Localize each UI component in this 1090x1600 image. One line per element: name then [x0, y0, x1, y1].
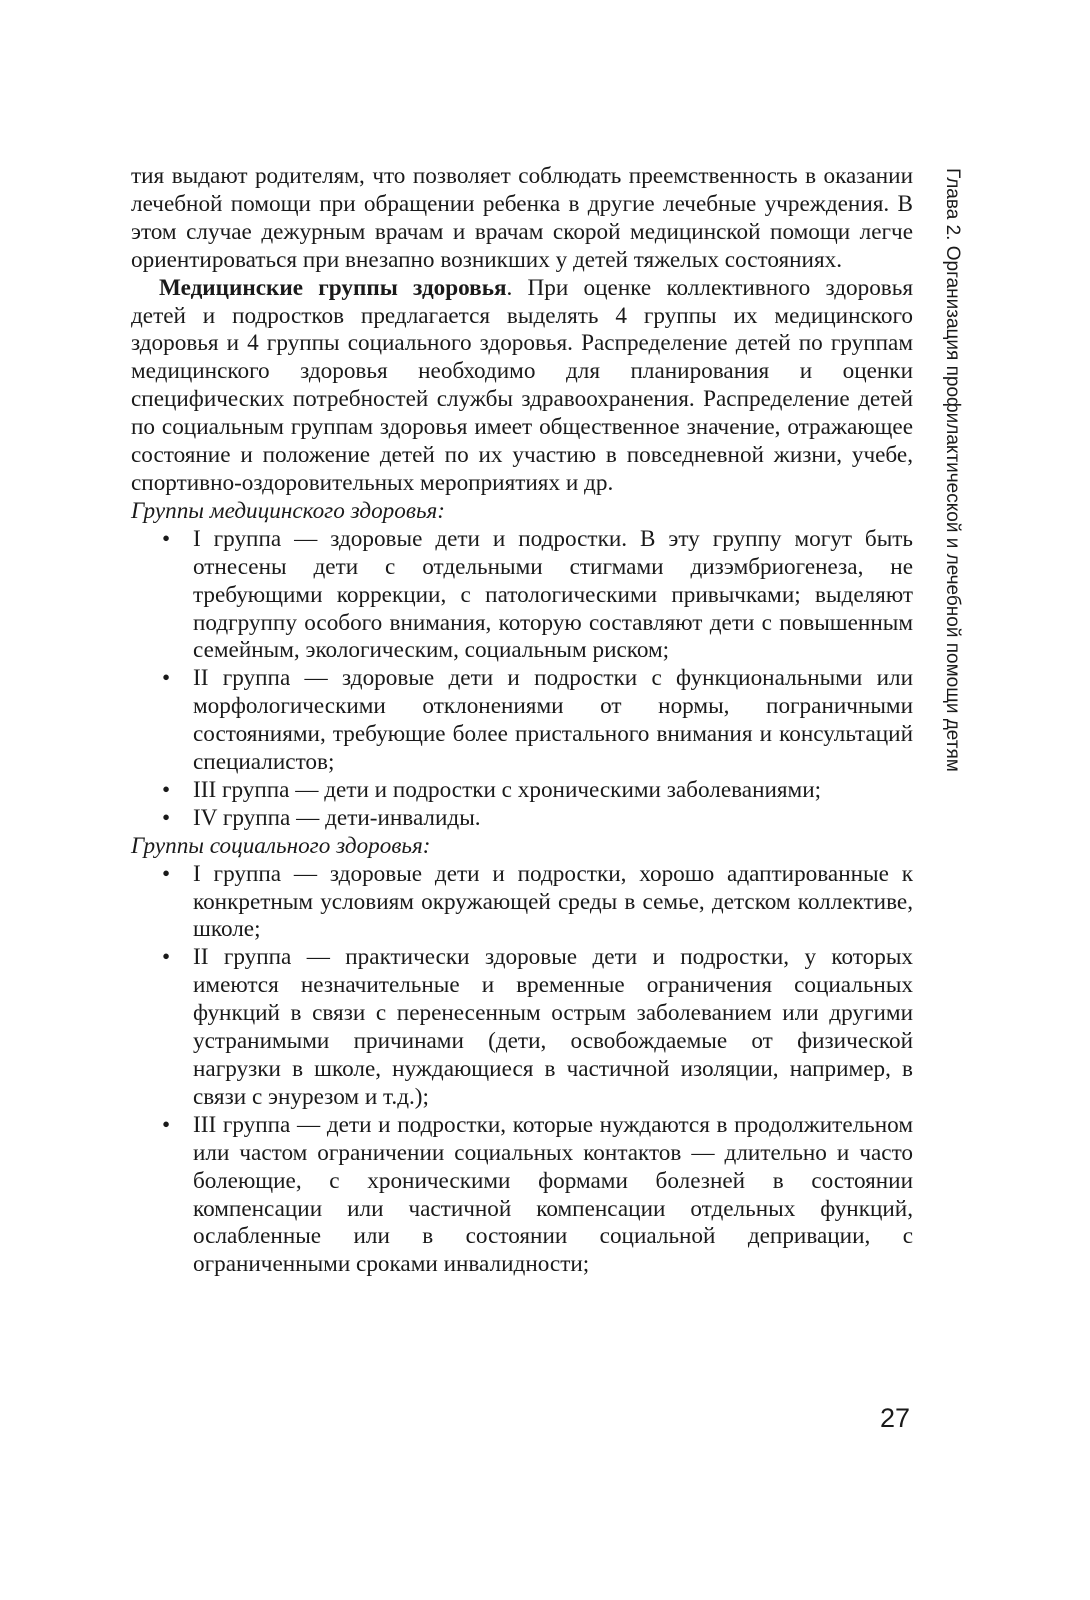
list-item-text: I группа — здоровые дети и подростки. В эту группу могут быть отнесены дети с отдельными стигмами дизэмбриогенеза, не требующими коррекции, с патологическими привычками; выделяют подгруппу особого внимания, которую составляют дети с повышенным семейным, экологическим, социальным риском; — [193, 525, 913, 664]
bullet-icon: • — [161, 776, 171, 803]
list-item — [131, 805, 913, 833]
bullet-icon: • — [161, 665, 171, 692]
list-item — [131, 665, 913, 777]
list-item-text: III группа — дети и подростки, которые нуждаются в продолжительном или частом ограничении социальных контактов — длительно и часто болеющие, с хроническими формами болезней в состоянии компенсации или частичной компенсации отдельных функций, ослабленные или в состоянии социальной депривации, с ограниченными сроками инвалидности; — [193, 1111, 913, 1278]
medical-groups-list — [131, 526, 913, 833]
list-item — [131, 861, 913, 945]
list-item-text: III группа — дети и подростки с хроническими заболеваниями; — [193, 776, 822, 803]
list-item-text: IV группа — дети-инвалиды. — [193, 804, 481, 831]
intro-paragraph: тия выдают родителям, что позволяет соблюдать преемственность в оказании лечебной помощи при обращении ребенка в другие лечебные учреждения. В этом случае дежурным врачам и врачам скорой медицинской помощи легче ориентироваться при внезапно возникших у детей тяжелых состояниях. — [131, 163, 913, 273]
page-body — [131, 163, 913, 1279]
list-item-text: I группа — здоровые дети и подростки, хорошо адаптированные к конкретным условиям окружающей среды в семье, детском коллективе, школе; — [193, 860, 913, 943]
bullet-icon: • — [161, 804, 171, 831]
list-item-text: II группа — практически здоровые дети и подростки, у которых имеются незначительные и временные ограничения социальных функций в связи с перенесенным острым заболеванием или другими устранимыми причинами (дети, освобождаемые от физической нагрузки в школе, нуждающиеся в частичной изоляции, например, в связи с энурезом и т.д.); — [193, 944, 913, 1110]
section-body: При оценке коллективного здоровья детей и подростков предлагается выделять 4 группы их медицинского здоровья и 4 группы социального здоровья. Распределение детей по группам медицинского здоровья необходимо для планирования и оценки специфических потребностей службы здравоохранения. Распределение детей по социальным группам здоровья имеет общественное значение, отражающее состояние и положение детей по их участию в повседневной жизни, учебе, спортивно-оздоровительных мероприятиях и др. — [131, 274, 913, 496]
medical-groups-heading: Группы медицинского здоровья: — [131, 497, 445, 524]
list-item — [131, 1112, 913, 1279]
running-head: Глава 2. Организация профилактической и лечебной помощи детям — [942, 168, 963, 772]
list-item — [131, 526, 913, 666]
list-item — [131, 777, 913, 805]
bullet-icon: • — [161, 525, 171, 552]
social-groups-heading: Группы социального здоровья: — [131, 832, 431, 859]
social-groups-list — [131, 861, 913, 1280]
bullet-icon: • — [161, 1111, 171, 1138]
section-paragraph — [131, 275, 913, 498]
section-title: Медицинские группы здоровья — [159, 274, 507, 301]
bullet-icon: • — [161, 860, 171, 887]
bullet-icon: • — [161, 944, 171, 971]
page-number: 27 — [880, 1403, 911, 1433]
list-item — [131, 944, 913, 1111]
list-item-text: II группа — здоровые дети и подростки с функциональными или морфологическими отклонениями от нормы, пограничными состояниями, требующие более пристального внимания и консультаций специалистов; — [193, 665, 913, 776]
section-title-punct: . — [506, 274, 513, 301]
